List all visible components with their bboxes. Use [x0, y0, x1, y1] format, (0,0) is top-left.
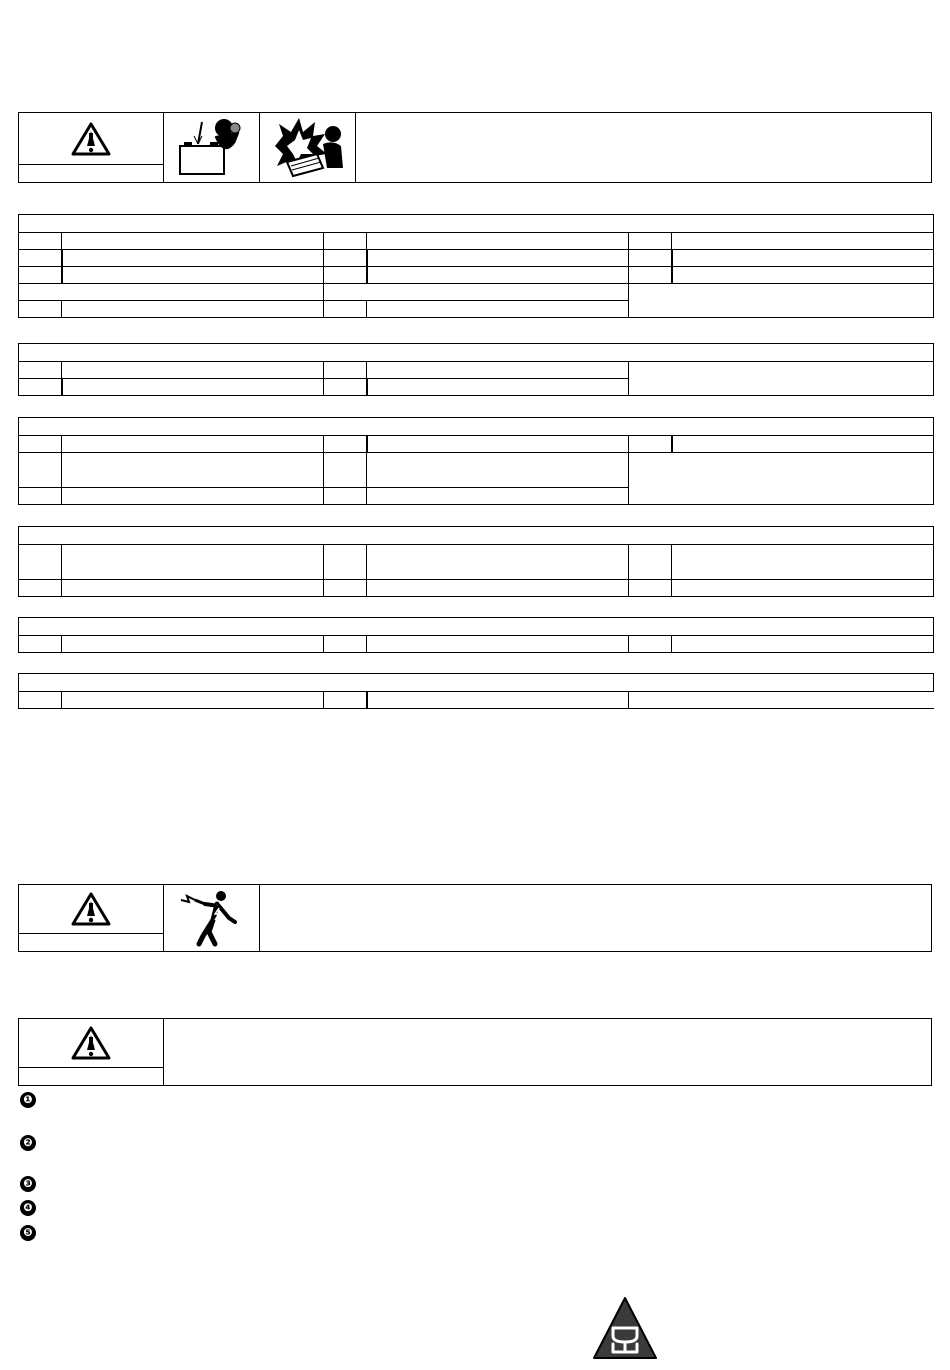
electric-shock-icon: [177, 888, 247, 948]
warning-box-electric-shock: [18, 884, 932, 952]
step-number: ❹: [20, 1200, 36, 1216]
warning-text: [260, 885, 931, 951]
table-row: [19, 436, 934, 453]
table-row: [19, 250, 934, 267]
table-header: [19, 674, 934, 692]
table-header: [19, 618, 934, 636]
table-row: [19, 545, 934, 580]
warning-triangle-icon: [71, 122, 111, 156]
step-number: ❶: [20, 1092, 36, 1108]
warning-box-battery: [18, 112, 932, 183]
warning-symbol-cell: [19, 885, 164, 951]
battery-acid-pictogram: [164, 113, 260, 182]
spec-table-3: [18, 417, 934, 505]
signal-word-label: [19, 1067, 163, 1085]
spec-table-6: [18, 673, 934, 709]
table-row: [19, 580, 934, 597]
table-header: [19, 527, 934, 545]
step-3: [20, 1176, 46, 1192]
explosion-hazard-icon: [265, 116, 351, 180]
warning-triangle-icon: [71, 892, 111, 926]
table-header: [19, 418, 934, 436]
spec-table-1: [18, 214, 934, 318]
step-5: [20, 1225, 46, 1241]
step-number: ❷: [20, 1135, 36, 1151]
signal-word-label: [19, 933, 163, 951]
step-1: [20, 1092, 46, 1108]
spec-table-2: [18, 343, 934, 396]
table-row: [19, 233, 934, 250]
step-number: ❺: [20, 1225, 36, 1241]
signal-word-label: [19, 164, 163, 182]
spec-table-4: [18, 526, 934, 597]
table-header: [19, 215, 934, 233]
warning-symbol-cell: [19, 1019, 164, 1085]
table-row: [19, 267, 934, 284]
warning-text: [356, 113, 931, 182]
warning-triangle-icon: [71, 1026, 111, 1060]
spec-table-5: [18, 617, 934, 653]
warning-text: [164, 1019, 931, 1085]
step-2: [20, 1135, 46, 1151]
step-number: ❸: [20, 1176, 36, 1192]
table-row: [19, 636, 934, 653]
warning-box-general: [18, 1018, 932, 1086]
table-row: [19, 692, 934, 709]
de-triangle-logo: [592, 1296, 658, 1360]
table-row: [19, 453, 934, 488]
explosion-pictogram: [260, 113, 356, 182]
electric-shock-pictogram: [164, 885, 260, 951]
step-4: [20, 1200, 46, 1216]
table-row: [19, 362, 934, 379]
table-header: [19, 344, 934, 362]
table-row: [19, 284, 934, 301]
warning-symbol-cell: [19, 113, 164, 182]
battery-acid-hazard-icon: [172, 116, 252, 180]
